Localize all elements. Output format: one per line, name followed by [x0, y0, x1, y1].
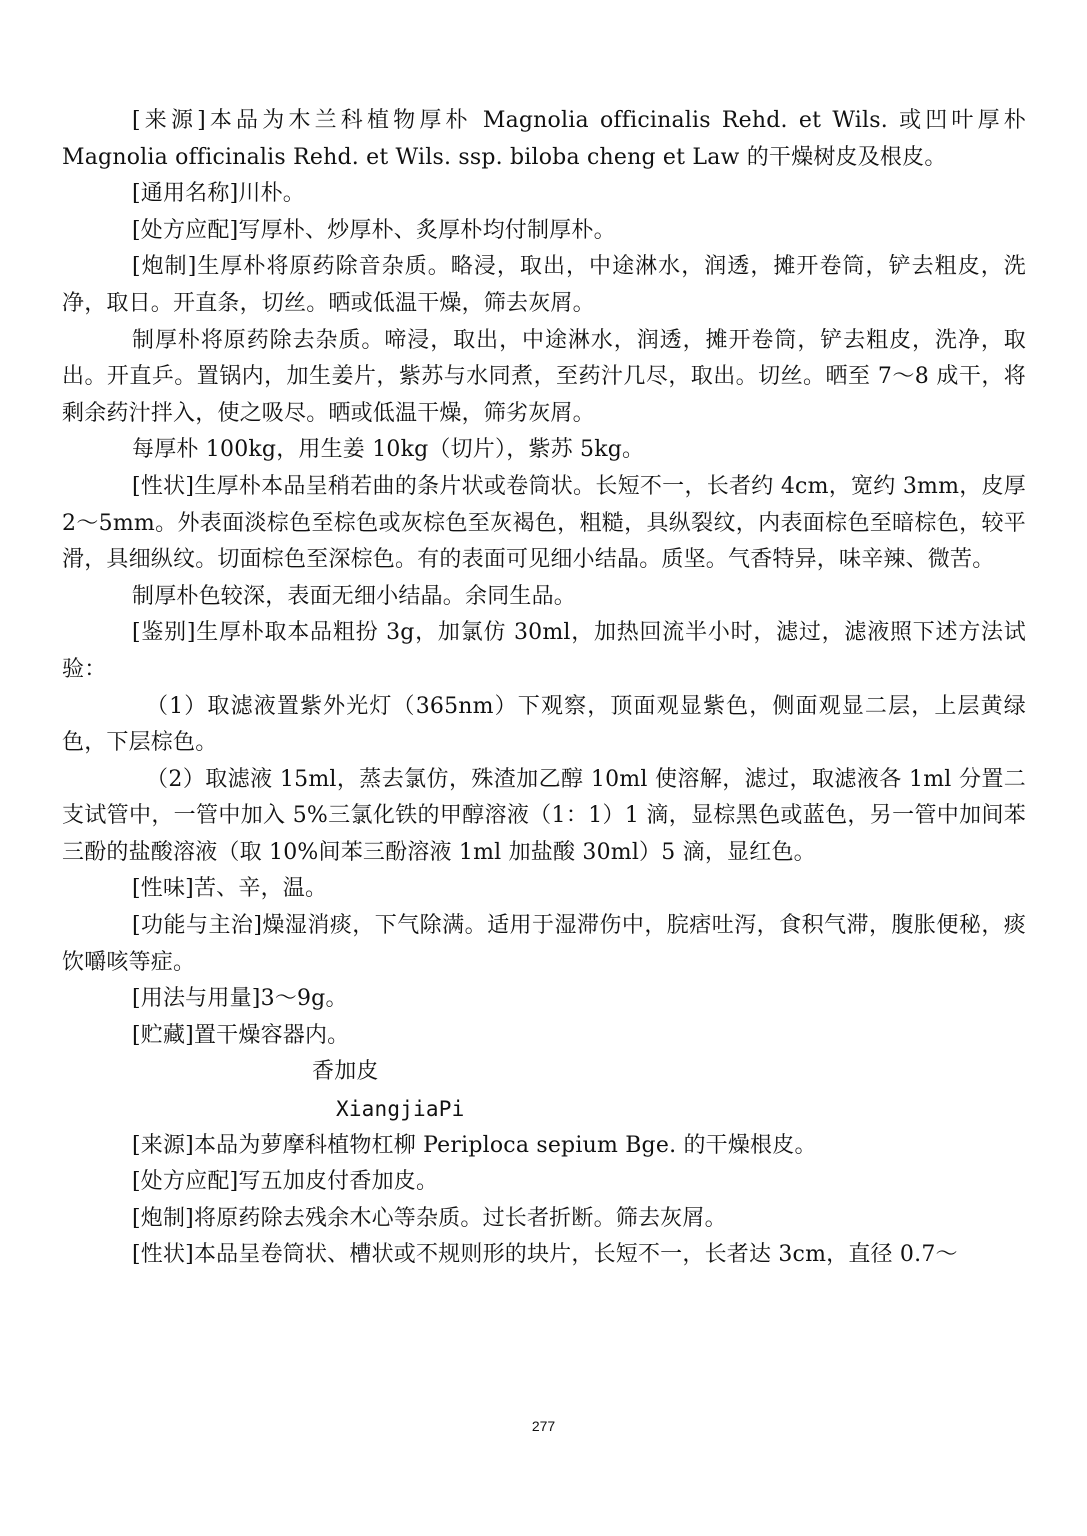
common-name-paragraph: [通用名称]川朴。: [132, 181, 305, 207]
monograph-title: 香加皮: [312, 1059, 379, 1085]
monograph-title-pinyin: XiangjiaPi: [336, 1097, 465, 1122]
page-number: 277: [531, 1418, 556, 1434]
properties-paragraph: [性状]生厚朴本品呈稍若曲的条片状或卷筒状。长短不一，长者约 4cm，宽约 3mm，皮厚 2～5mm。外表面淡棕色至棕色或灰棕色至灰褐色，粗糙，具纵裂纹，内表面棕色至暗棕色，较平滑，具细纵纹。切面棕色至深棕色。有的表面可见细小结晶。质坚。气香特异，味辛辣、微苦。: [62, 473, 1026, 573]
document-body: [62, 103, 1026, 1274]
storage-paragraph: [贮藏]置干燥容器内。: [132, 1022, 350, 1048]
prescription-paragraph-2: [处方应配]写五加皮付香加皮。: [132, 1169, 439, 1195]
identification-item-2: （2）取滤液 15ml，蒸去氯仿，殊渣加乙醇 10ml 使溶解，滤过，取滤液各 1ml 分置二支试管中，一管中加入 5%三氯化铁的甲醇溶液（1：1）1 滴，显棕黑色或蓝色，另一管中加间苯三酚的盐酸溶液（取 10%间苯三酚溶液 1ml 加盐酸 30ml）5 滴，显红色。: [62, 766, 1026, 865]
properties-paragraph-2: [性状]本品呈卷筒状、槽状或不规则形的块片，长短不一，长者达 3cm，直径 0.7～: [132, 1242, 958, 1268]
properties-prepared-paragraph: 制厚朴色较深，表面无细小结晶。余同生品。: [132, 583, 577, 609]
processing-prepared-paragraph: 制厚朴将原药除去杂质。啼浸，取出，中途淋水，润透，摊开卷筒，铲去粗皮，洗净，取出。开直乒。置锅内，加生姜片，紫苏与水同煮，至药汁几尽，取出。切丝。晒至 7～8 成干，将剩余药汁拌入，使之吸尽。晒或低温干燥，筛劣灰屑。: [62, 327, 1026, 426]
prescription-paragraph: [处方应配]写厚朴、炒厚朴、炙厚朴均付制厚朴。: [132, 217, 616, 243]
ratio-paragraph: 每厚朴 100kg，用生姜 10kg（切片），紫苏 5kg。: [132, 437, 645, 463]
identification-item-1: （1）取滤液置紫外光灯（365nm）下观察，顶面观显紫色，侧面观显二层，上层黄绿色，下层棕色。: [62, 693, 1026, 756]
identification-paragraph: [鉴别]生厚朴取本品粗扮 3g，加氯仿 30ml，加热回流半小时，滤过，滤液照下述方法试验：: [62, 620, 1026, 682]
source-paragraph: [来源]本品为木兰科植物厚朴 Magnolia officinalis Rehd. et Wils. 或凹叶厚朴 Magnolia officinalis Rehd. et Wils. ssp. biloba cheng et Law 的干燥树皮及根皮。: [62, 108, 1026, 170]
processing-paragraph-2: [炮制]将原药除去残余木心等杂质。过长者折断。筛去灰屑。: [132, 1205, 727, 1231]
taste-paragraph: [性味]苦、辛，温。: [132, 876, 328, 902]
processing-paragraph: [炮制]生厚朴将原药除音杂质。略浸，取出，中途淋水，润透，摊开卷筒，铲去粗皮，洗净，取日。开直条，切丝。晒或低温干燥，筛去灰屑。: [62, 254, 1026, 316]
functions-paragraph: [功能与主治]燥湿消痰，下气除满。适用于湿滞伤中，脘痞吐泻，食积气滞，腹胀便秘，痰饮嚼咳等症。: [62, 913, 1026, 975]
dosage-paragraph: [用法与用量]3～9g。: [132, 986, 348, 1012]
source-paragraph-2: [来源]本品为萝摩科植物杠柳 Periploca sepium Bge. 的干燥根皮。: [132, 1132, 817, 1158]
